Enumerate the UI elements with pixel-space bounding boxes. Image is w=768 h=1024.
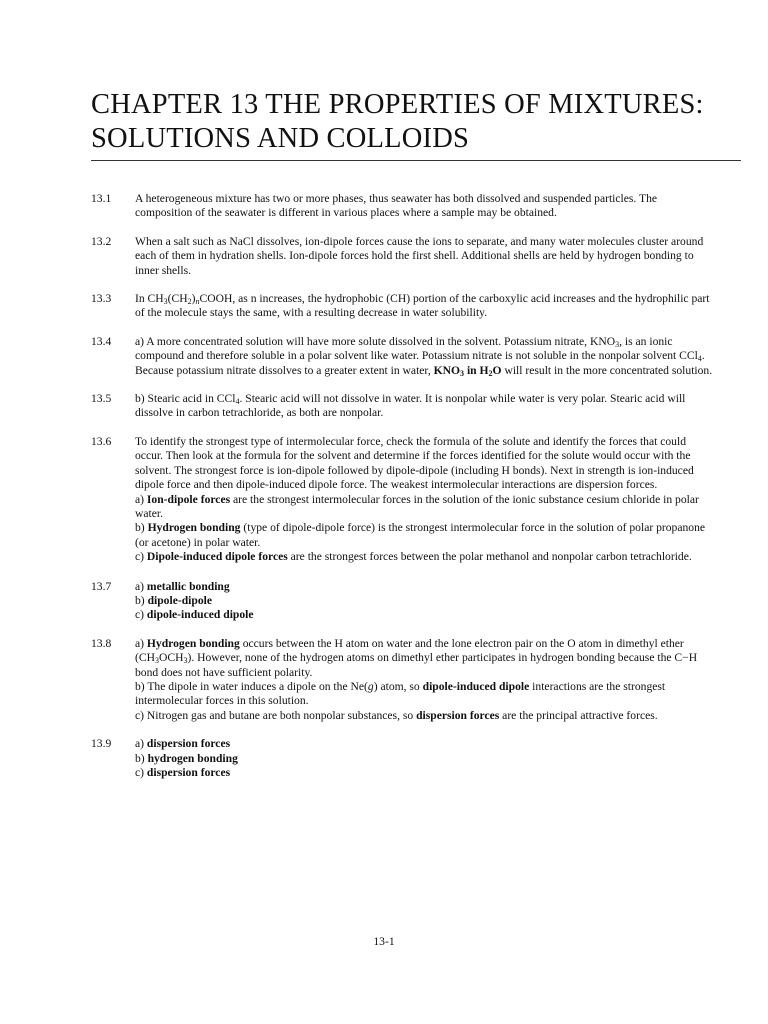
text-run: c) [135,766,147,779]
subscript: n [195,297,200,307]
subscript: 2 [187,297,192,307]
text-run: a) [135,492,147,506]
text-run: a) A more concentrated solution will have more solute dissolved in the solvent. Potassium nitrate, KNO [135,334,616,348]
answer-body [135,192,716,221]
answer-paragraph [135,392,716,421]
answer-body [135,435,716,565]
text-run: b) The dipole in water induces a dipole on the Ne( [135,679,368,693]
bold-text: dispersion forces [146,766,231,779]
text-run: occurs between the H atom on water and the lone electron pair on the O atom in dimethyl ether (CH [135,636,684,665]
text-run: . Because potassium nitrate dissolves to a greater extent in water, [135,349,705,377]
text-run: a) [135,737,147,751]
chapter-title: CHAPTER 13 THE PROPERTIES OF MIXTURES: SOLUTIONS AND COLLOIDS [91,89,704,154]
bold-text: dipole-induced dipole [146,608,254,622]
text-run: A heterogeneous mixture has two or more phases, thus seawater has both dissolved and suspended particles. The composition of the seawater is different in various places where a sample may be obtained. [135,192,658,220]
bold-text: 2 [488,368,493,378]
answer-entry [91,292,716,321]
title-divider [91,160,741,161]
answer-body [135,335,716,378]
answer-paragraph [135,752,716,766]
text-run: (CH [167,292,188,306]
answer-list [91,192,716,780]
text-run: COOH, as n increases, the hydrophobic (CH) portion of the carboxylic acid increases and the hydrophilic part of the molecule stays the same, with a resulting decrease in water solubility. [135,292,710,320]
text-run: b) Stearic acid in CCl [135,392,236,406]
answer-entry [91,235,716,278]
answer-number: 13.1 [91,192,112,205]
answer-paragraph [135,766,716,780]
answer-body [135,235,716,278]
answer-paragraph [135,608,716,622]
text-run: c) [135,608,147,622]
answer-paragraph [135,580,716,594]
text-run: To identify the strongest type of intermolecular force, check the formula of the solute and identify the forces that could occur. Then look at the formula for the solvent and determine if the forces identified for the solute would occur with the solvent. The strongest force is ion-dipole followed by dipole-dipole (including H bonds). Next in strength is ion-induced dipole force and then dipole-induced dipole force. The weakest intermolecular interactions are dispersion forces. [135,434,694,492]
text-run: In CH [135,292,164,306]
answer-number: 13.7 [91,579,112,593]
text-run: a) [135,579,147,593]
text-run: b) [135,751,148,765]
answer-entry [91,392,716,421]
answer-entry [91,737,716,780]
answer-paragraph [135,737,716,751]
answer-paragraph [135,594,716,608]
subscript: 3 [163,297,168,307]
answer-paragraph [135,235,716,278]
answer-body [135,737,716,780]
answer-paragraph [135,521,716,550]
answer-paragraph [135,335,716,378]
answer-entry [91,335,716,378]
bold-text: hydrogen bonding [147,751,238,765]
bold-text: O [492,363,502,377]
answer-number: 13.4 [91,334,112,348]
bold-text: 3 [460,368,465,378]
answer-body [135,580,716,623]
answer-paragraph [135,435,716,493]
bold-text: Dipole-induced dipole forces [146,550,288,564]
bold-text: dipole-dipole [147,593,212,607]
text-run: b) [135,593,148,607]
answer-number: 13.3 [91,292,112,306]
bold-text: dipole-induced dipole [422,679,530,693]
subscript: 3 [615,339,620,349]
text-run: are the strongest forces between the polar methanol and nonpolar carbon tetrachloride. [287,550,692,564]
bold-text: Ion-dipole forces [146,492,231,506]
answer-entry [91,435,716,565]
text-run: interactions are the strongest intermolecular forces in this solution. [135,679,666,708]
subscript: 3 [154,656,159,666]
text-run: When a salt such as NaCl dissolves, ion-dipole forces cause the ions to separate, and many water molecules cluster around each of them in hydration shells. Ion-dipole forces hold the first shell. Additional shells are held by hydrogen bonding to inner shells. [135,234,704,277]
text-run: a) [135,636,147,650]
answer-body [135,292,716,321]
text-run: ) [191,292,196,306]
subscript: 3 [183,656,188,666]
text-run: are the principal attractive forces. [499,708,658,722]
answer-paragraph [135,192,716,221]
text-run: , is an ionic compound and therefore soluble in a polar solvent like water. Potassium nitrate is not soluble in the nonpolar solvent CCl [135,334,698,363]
answer-paragraph [135,493,716,522]
text-run: OCH [158,651,184,665]
answer-entry [91,580,716,623]
answer-paragraph [135,637,716,680]
answer-entry [91,192,716,221]
text-run: will result in the more concentrated solution. [501,363,713,377]
text-run: b) [135,521,148,535]
answer-number: 13.9 [91,737,112,751]
bold-text: dispersion forces [146,737,231,751]
text-run: ). However, none of the hydrogen atoms on dimethyl ether participates in hydrogen bonding because the C−H bond does not have sufficient polarity. [135,651,698,679]
answer-paragraph [135,292,716,321]
answer-paragraph [135,680,716,709]
bold-text: KNO [433,363,461,377]
answer-number: 13.5 [91,392,112,406]
text-run: c) [135,550,147,564]
text-run: are the strongest intermolecular forces in the solution of the ionic substance cesium chloride in polar water. [135,492,699,520]
answer-number: 13.2 [91,234,112,248]
bold-text: dispersion forces [416,708,500,722]
text-run: (type of dipole-dipole force) is the strongest intermolecular force in the solution of polar propanone (or acetone) in polar water. [135,521,706,549]
answer-body [135,637,716,723]
answer-paragraph [135,709,716,723]
text-run: g [367,679,374,693]
bold-text: Hydrogen bonding [146,636,240,650]
bold-text: metallic bonding [146,579,230,593]
page-number: 13-1 [373,935,395,948]
bold-text: in H [464,363,489,377]
bold-text: Hydrogen bonding [147,521,241,535]
answer-paragraph [135,550,716,564]
answer-body [135,392,716,421]
answer-number: 13.6 [91,434,112,448]
text-run: c) Nitrogen gas and butane are both nonpolar substances, so [135,708,417,722]
subscript: 4 [697,354,702,364]
answer-number: 13.8 [91,636,112,650]
text-run: . Stearic acid will not dissolve in water. It is nonpolar while water is very polar. Stearic acid will dissolve in carbon tetrachloride, as both are nonpolar. [135,392,686,420]
text-run: ) atom, so [373,679,423,693]
subscript: 4 [235,397,240,407]
answer-entry [91,637,716,723]
